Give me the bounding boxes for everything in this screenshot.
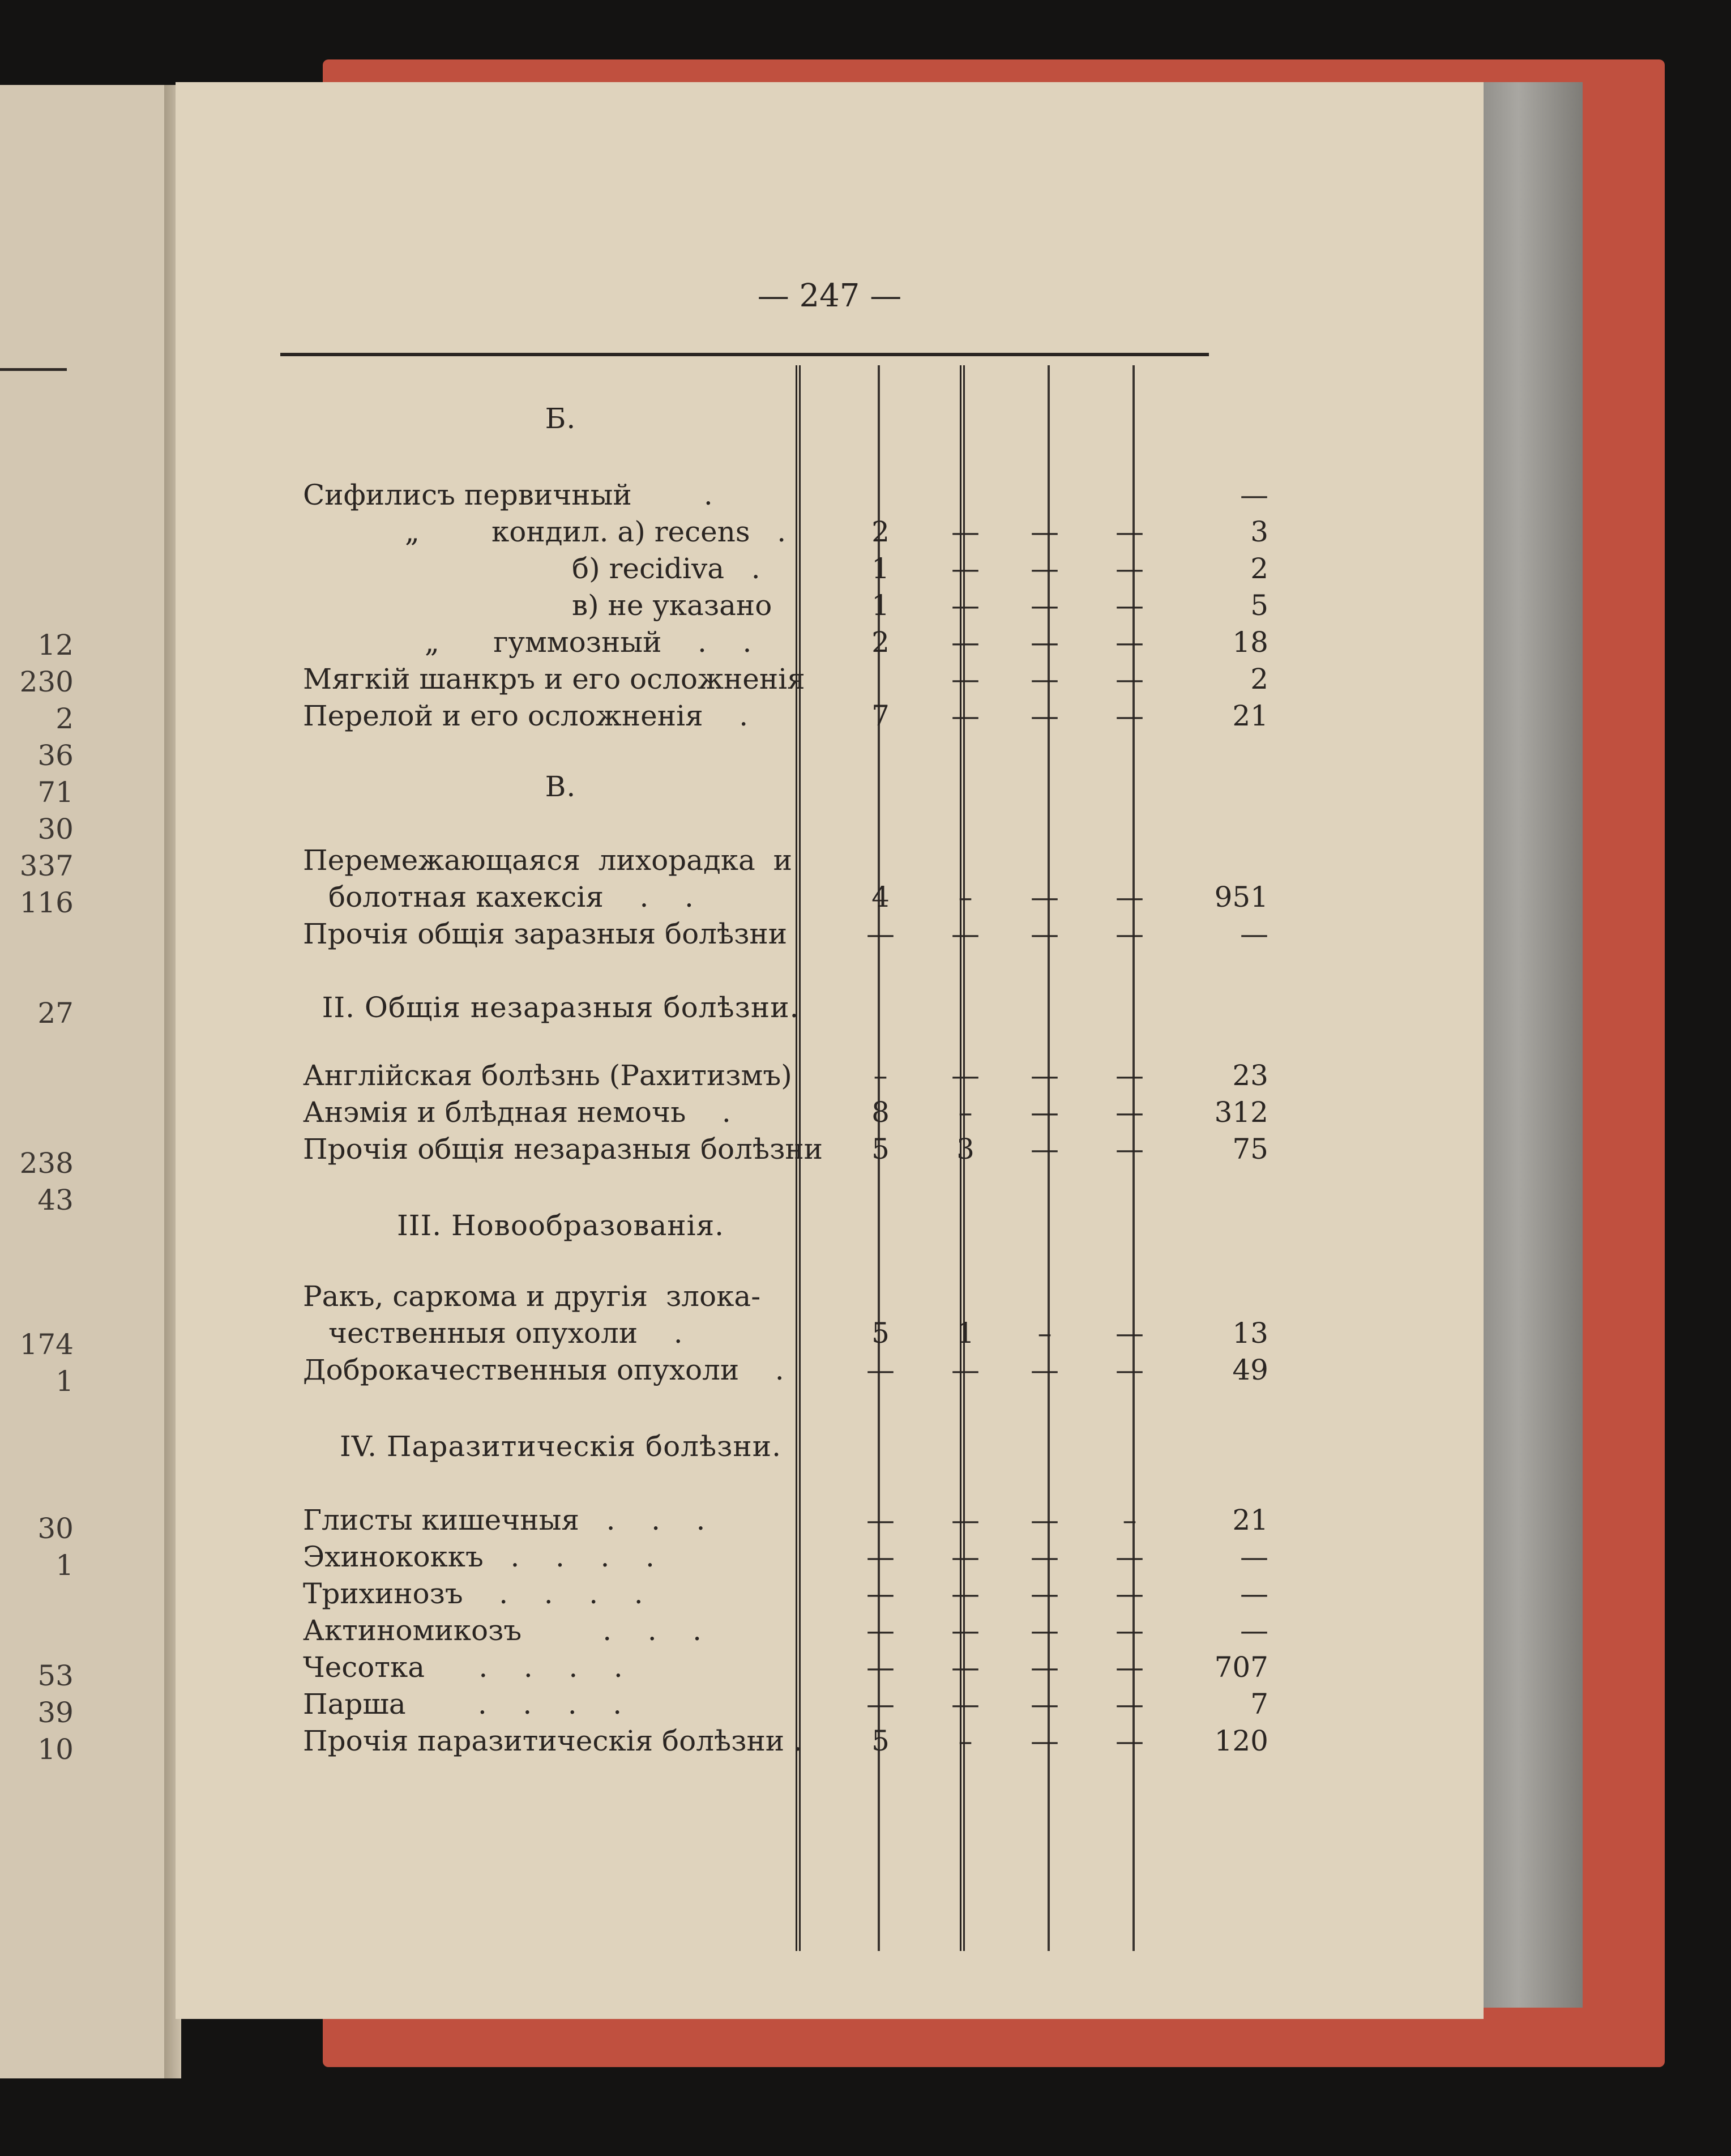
table-row xyxy=(176,663,1484,700)
table-cell-c2: — xyxy=(951,1540,980,1573)
left-page-number: 39 xyxy=(37,1696,74,1729)
table-cell-c4: — xyxy=(1115,552,1144,585)
row-label: Прочія общія заразныя болѣзни xyxy=(303,917,788,950)
table-cell-c2: — xyxy=(951,699,980,732)
table-top-rule xyxy=(280,353,1209,356)
row-label: Англійская болѣзнь (Рахитизмъ) xyxy=(303,1059,792,1092)
row-label: Анэмія и блѣдная немочь . xyxy=(303,1096,731,1129)
table-row xyxy=(176,1688,1484,1725)
table-cell-c3: — xyxy=(1031,881,1059,913)
table-cell-c3: — xyxy=(1031,1577,1059,1610)
table-row xyxy=(176,1354,1484,1391)
table-row xyxy=(176,1133,1484,1170)
table-cell-c1: — xyxy=(866,917,895,950)
table-cell-c4: — xyxy=(1115,589,1144,622)
table-cell-c4: — xyxy=(1115,1614,1144,1647)
table-cell-c3: — xyxy=(1031,1724,1059,1757)
table-cell-c2: — xyxy=(951,1651,980,1684)
table-cell-c5: 2 xyxy=(1250,552,1268,585)
table-cell-c4: — xyxy=(1115,881,1144,913)
table-cell-c5: 707 xyxy=(1214,1651,1268,1684)
table-cell-c5: 951 xyxy=(1214,881,1268,913)
left-page-number: 30 xyxy=(37,813,74,846)
table-cell-c2: — xyxy=(951,515,980,548)
table-cell-c3: — xyxy=(1031,1540,1059,1573)
table-row xyxy=(176,552,1484,590)
table-cell-c5: 23 xyxy=(1232,1059,1268,1092)
table-row xyxy=(176,1724,1484,1762)
row-label: Сифилисъ первичный . xyxy=(303,479,713,511)
table-cell-c4: — xyxy=(1115,1317,1144,1350)
table-cell-c4: — xyxy=(1115,1059,1144,1092)
table-cell-c3: — xyxy=(1031,1354,1059,1386)
table-cell-c4: — xyxy=(1115,1540,1144,1573)
table-cell-c5: 2 xyxy=(1250,663,1268,695)
table-row xyxy=(176,881,1484,918)
table-cell-c4: — xyxy=(1115,1724,1144,1757)
table-cell-c3: — xyxy=(1031,1614,1059,1647)
table-row xyxy=(176,515,1484,553)
table-row xyxy=(176,699,1484,737)
left-page-number: 230 xyxy=(19,665,74,698)
table-cell-c3: – xyxy=(1037,1317,1052,1350)
row-label: болотная кахексія . . xyxy=(328,881,694,913)
table-cell-c2: – xyxy=(958,881,973,913)
table-cell-c1: — xyxy=(866,1354,895,1386)
table-cell-c3: — xyxy=(1031,552,1059,585)
table-cell-c5: 21 xyxy=(1232,699,1268,732)
table-cell-c2: — xyxy=(951,1577,980,1610)
table-cell-c5: 13 xyxy=(1232,1317,1268,1350)
table-cell-c1: — xyxy=(866,1688,895,1720)
table-cell-c2: — xyxy=(951,1354,980,1386)
table-row xyxy=(176,1504,1484,1541)
table-cell-c4: — xyxy=(1115,1577,1144,1610)
left-page-number: 116 xyxy=(19,886,74,919)
row-label: Перелой и его осложненія . xyxy=(303,699,749,732)
table-cell-c4: — xyxy=(1115,699,1144,732)
left-page-number: 30 xyxy=(37,1512,74,1545)
row-label: Эхинококкъ . . . . xyxy=(303,1540,655,1573)
table-cell-c5: 5 xyxy=(1250,589,1268,622)
table-row xyxy=(176,1317,1484,1354)
table-cell-c1: 8 xyxy=(871,1096,890,1129)
table-cell-c2: – xyxy=(958,1724,973,1757)
table-row xyxy=(176,1540,1484,1578)
table-cell-c4: — xyxy=(1115,917,1144,950)
row-label: Чесотка . . . . xyxy=(303,1651,623,1684)
section-heading-iii: III. Новообразованія. xyxy=(396,1209,725,1242)
table-cell-c1: 2 xyxy=(871,515,890,548)
row-label: б) recidiva . xyxy=(572,552,760,585)
table-cell-c5: — xyxy=(1240,479,1268,511)
table-cell-c5: — xyxy=(1240,1614,1268,1647)
table-row xyxy=(176,844,1484,881)
table-cell-c4: — xyxy=(1115,1354,1144,1386)
table-cell-c2: — xyxy=(951,663,980,695)
table-row xyxy=(176,1059,1484,1096)
table-cell-c4: — xyxy=(1115,515,1144,548)
table-cell-c5: 7 xyxy=(1250,1688,1268,1720)
left-page-number: 10 xyxy=(37,1733,74,1766)
table-cell-c2: 3 xyxy=(956,1133,975,1165)
table-cell-c1: 5 xyxy=(871,1724,890,1757)
table-cell-c3: — xyxy=(1031,699,1059,732)
table-row xyxy=(176,626,1484,663)
table-cell-c1: 2 xyxy=(871,626,890,659)
row-label: „ гуммозный . . xyxy=(425,626,752,659)
left-page-number: 27 xyxy=(37,997,74,1030)
table-cell-c4: — xyxy=(1115,626,1144,659)
table-cell-c3: — xyxy=(1031,1688,1059,1720)
table-cell-c3: — xyxy=(1031,1059,1059,1092)
table-cell-c5: — xyxy=(1240,917,1268,950)
section-heading-v: В. xyxy=(545,770,576,803)
left-page xyxy=(0,85,173,2078)
table-cell-c2: — xyxy=(951,1614,980,1647)
table-row xyxy=(176,1280,1484,1317)
table-cell-c1: 5 xyxy=(871,1133,890,1165)
table-cell-c1: 5 xyxy=(871,1317,890,1350)
table-cell-c3: — xyxy=(1031,515,1059,548)
row-label: „ кондил. а) recens . xyxy=(405,515,787,548)
left-page-number: 12 xyxy=(37,629,74,661)
table-cell-c3: — xyxy=(1031,917,1059,950)
table-cell-c1: — xyxy=(866,1614,895,1647)
table-cell-c1: 7 xyxy=(871,699,890,732)
table-row xyxy=(176,1651,1484,1688)
table-cell-c4: — xyxy=(1115,663,1144,695)
table-cell-c3: — xyxy=(1031,1096,1059,1129)
left-page-number: 238 xyxy=(19,1147,74,1180)
row-label: Глисты кишечныя . . . xyxy=(303,1504,706,1536)
table-cell-c1: — xyxy=(866,1651,895,1684)
table-cell-c2: — xyxy=(951,589,980,622)
left-page-number: 43 xyxy=(37,1184,74,1216)
row-label: Трихинозъ . . . . xyxy=(303,1577,643,1610)
left-page-numbers xyxy=(0,85,170,2078)
table-cell-c3: — xyxy=(1031,663,1059,695)
table-cell-c4: — xyxy=(1115,1688,1144,1720)
table-row xyxy=(176,589,1484,626)
row-label: Доброкачественныя опухоли . xyxy=(303,1354,784,1386)
row-label: Мягкій шанкръ и его осложненія xyxy=(303,663,805,695)
row-label: Ракъ, саркома и другія злока- xyxy=(303,1280,761,1313)
table-cell-c3: — xyxy=(1031,1504,1059,1536)
table-cell-c1: 1 xyxy=(871,552,890,585)
table-row xyxy=(176,1614,1484,1651)
table-cell-c5: 49 xyxy=(1232,1354,1268,1386)
table-cell-c5: 3 xyxy=(1250,515,1268,548)
left-page-number: 174 xyxy=(19,1328,74,1361)
table-cell-c1: — xyxy=(866,1504,895,1536)
left-page-number: 1 xyxy=(55,1365,74,1398)
table-cell-c2: — xyxy=(951,1688,980,1720)
left-page-number: 53 xyxy=(37,1659,74,1692)
row-label: Перемежающаяся лихорадка и xyxy=(303,844,792,877)
table-cell-c5: 21 xyxy=(1232,1504,1268,1536)
table-cell-c1: – xyxy=(873,1059,888,1092)
table-cell-c5: — xyxy=(1240,1577,1268,1610)
table-cell-c1: — xyxy=(866,1540,895,1573)
table-cell-c2: — xyxy=(951,552,980,585)
row-label: чественныя опухоли . xyxy=(328,1317,683,1350)
section-heading-b: Б. xyxy=(545,402,576,435)
section-heading-ii: II. Общія незаразныя болѣзни. xyxy=(322,991,800,1024)
table-cell-c3: — xyxy=(1031,1133,1059,1165)
table-cell-c5: — xyxy=(1240,1540,1268,1573)
page-edges xyxy=(1475,82,1583,2008)
table-row xyxy=(176,479,1484,516)
page-number: — 247 — xyxy=(757,277,902,314)
table-cell-c3: — xyxy=(1031,1651,1059,1684)
left-page-number: 2 xyxy=(55,702,74,735)
table-cell-c4: – xyxy=(1122,1504,1137,1536)
table-cell-c3: — xyxy=(1031,626,1059,659)
table-row xyxy=(176,1096,1484,1133)
table-row xyxy=(176,917,1484,955)
row-label: Актиномикозъ . . . xyxy=(303,1614,702,1647)
section-heading-iv: IV. Паразитическія болѣзни. xyxy=(340,1430,781,1463)
left-page-number: 337 xyxy=(19,849,74,882)
right-page xyxy=(176,82,1484,2019)
table-row xyxy=(176,1577,1484,1615)
left-page-number: 71 xyxy=(37,776,74,809)
row-label: Прочія общія незаразныя болѣзни xyxy=(303,1133,823,1165)
table-cell-c3: — xyxy=(1031,589,1059,622)
table-cell-c4: — xyxy=(1115,1096,1144,1129)
table-cell-c2: 1 xyxy=(956,1317,975,1350)
table-cell-c5: 75 xyxy=(1232,1133,1268,1165)
table-cell-c1: 4 xyxy=(871,881,890,913)
left-page-number: 36 xyxy=(37,739,74,772)
table-cell-c2: — xyxy=(951,1504,980,1536)
table-cell-c2: — xyxy=(951,917,980,950)
table-cell-c4: — xyxy=(1115,1651,1144,1684)
table-cell-c1: 1 xyxy=(871,589,890,622)
left-page-number: 1 xyxy=(55,1549,74,1582)
table-cell-c5: 120 xyxy=(1214,1724,1268,1757)
table-cell-c5: 312 xyxy=(1214,1096,1268,1129)
row-label: в) не указано xyxy=(572,589,772,622)
row-label: Прочія паразитическія болѣзни . xyxy=(303,1724,802,1757)
table-cell-c4: — xyxy=(1115,1133,1144,1165)
table-cell-c2: — xyxy=(951,626,980,659)
table-cell-c5: 18 xyxy=(1232,626,1268,659)
table-cell-c2: — xyxy=(951,1059,980,1092)
table-cell-c1: — xyxy=(866,1577,895,1610)
table-cell-c2: – xyxy=(958,1096,973,1129)
row-label: Парша . . . . xyxy=(303,1688,622,1720)
